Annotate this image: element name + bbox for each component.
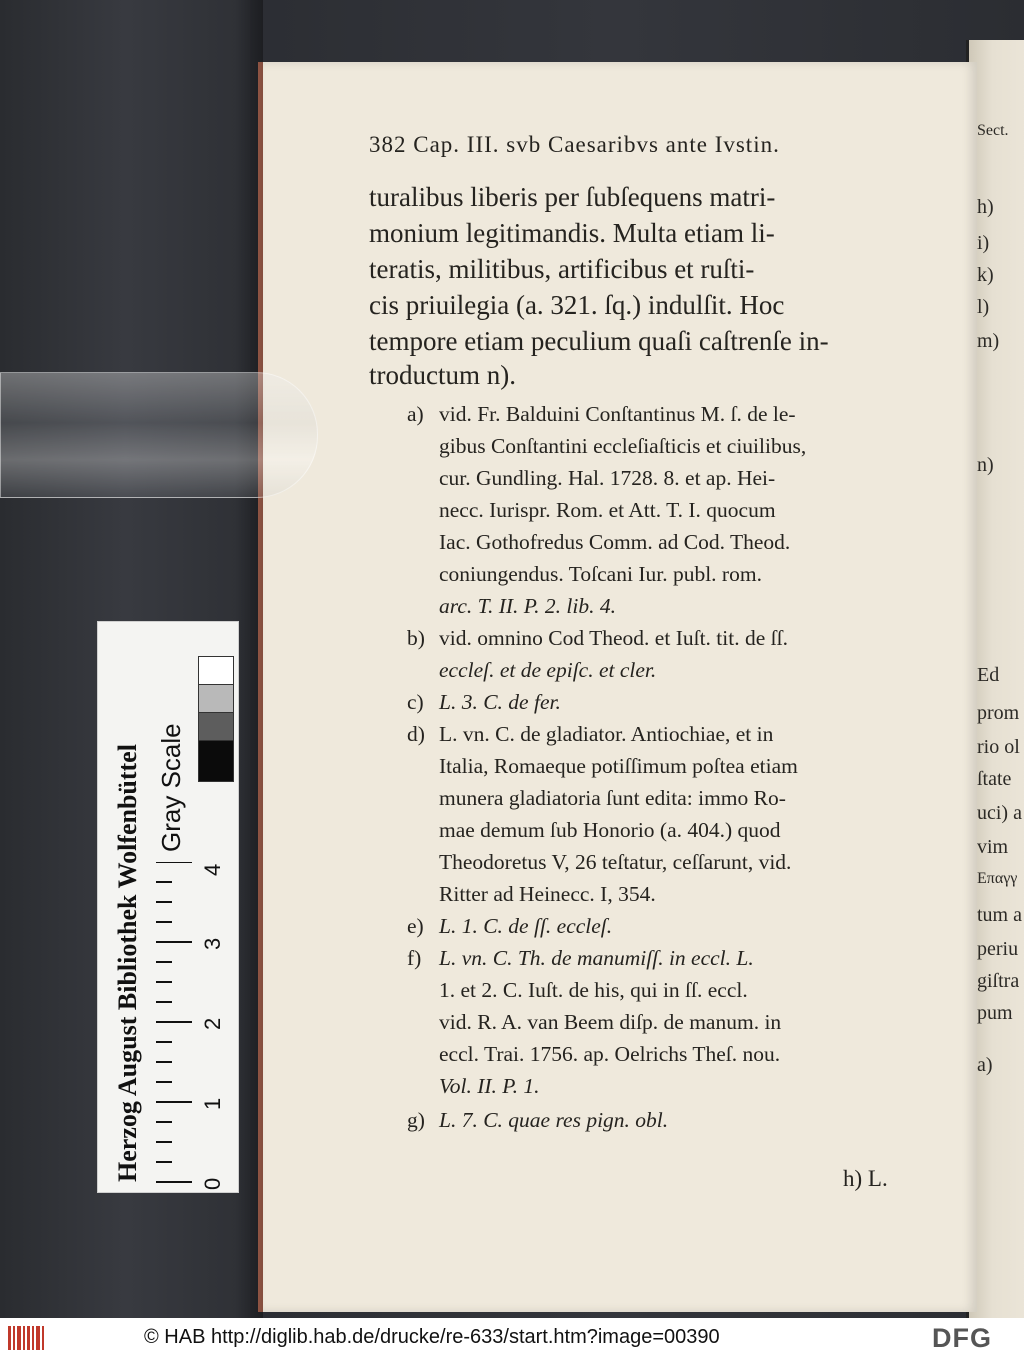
note-line: L. vn. C. Th. de manumiſſ. in eccl. L. (439, 946, 754, 970)
adjacent-line: l) (977, 296, 990, 318)
adjacent-line: Sect. (977, 122, 1009, 139)
note-line: coniungendus. Toſcani Iur. publ. rom. (439, 562, 762, 586)
gray-scale-ruler (97, 621, 239, 1193)
swatch-black (198, 740, 234, 782)
swatch-dark-gray (198, 712, 234, 742)
tick-3: 3 (200, 937, 225, 950)
adjacent-line: pum (977, 1002, 1013, 1024)
adjacent-line: periu (977, 938, 1019, 960)
adjacent-line: m) (977, 330, 1000, 352)
note-label: b) (407, 626, 425, 650)
tick-0: 0 (200, 1177, 225, 1190)
svg-text:Herzog August Bibliothek Wolfe: Herzog August Bibliothek Wolfenbüttel (113, 744, 142, 1182)
adjacent-line: a) (977, 1054, 993, 1076)
note-line: L. 7. C. quae res pign. obl. (439, 1108, 669, 1132)
gray-scale-label (150, 662, 190, 862)
adjacent-line: giſtra (977, 970, 1020, 992)
note-line: gibus Conſtantini eccleſiaſticis et ciuilibus, (439, 434, 807, 458)
adjacent-line: k) (977, 264, 994, 286)
adjacent-line: prom (977, 702, 1020, 724)
note-line: Ritter ad Heinecc. I, 354. (439, 882, 656, 906)
body-line: turalibus liberis per ſubſequens matri- (369, 182, 776, 212)
note-label: g) (407, 1108, 425, 1132)
note-line: cur. Gundling. Hal. 1728. 8. et ap. Hei- (439, 466, 776, 490)
adjacent-line: Ed (977, 664, 1000, 686)
note-line: necc. Iurispr. Rom. et Att. T. I. quocum (439, 498, 776, 522)
note-label: f) (407, 946, 422, 970)
institution-label (106, 622, 146, 1192)
note-label: c) (407, 690, 424, 714)
swatch-white (198, 656, 234, 686)
note-line: L. 3. C. de fer. (439, 690, 561, 714)
svg-text:Gray Scale: Gray Scale (156, 723, 186, 852)
note-line: Theodoretus V, 26 teſtatur, ceſſarunt, vid. (439, 850, 792, 874)
note-line: arc. T. II. P. 2. lib. 4. (439, 594, 616, 618)
tick-4: 4 (200, 863, 225, 876)
gutter-shadow (235, 0, 263, 1318)
book-page (258, 62, 977, 1312)
note-label: a) (407, 402, 424, 426)
note-line: eccleſ. et de epiſc. et cler. (439, 658, 657, 682)
adjacent-line: ſtate (977, 768, 1012, 790)
adjacent-line: vim (977, 836, 1009, 858)
adjacent-line: i) (977, 232, 990, 254)
note-line: eccl. Trai. 1756. ap. Oelrichs Theſ. nou. (439, 1042, 781, 1066)
swatch-light-gray (198, 684, 234, 714)
centimeter-ruler (152, 862, 236, 1192)
note-line: Italia, Romaeque potiſſimum poſtea etiam (439, 754, 798, 778)
note-line: 1. et 2. C. Iuſt. de his, qui in ſſ. eccl. (439, 978, 748, 1002)
note-line: vid. omnino Cod Theod. et Iuſt. tit. de ſſ. (439, 626, 788, 650)
note-line: Iac. Gothofredus Comm. ad Cod. Theod. (439, 530, 791, 554)
adjacent-line: rio ol (977, 736, 1020, 758)
dfg-logo: DFG (932, 1323, 992, 1353)
running-header: 382 Cap. III. svb Caesaribvs ante Ivstin. (369, 132, 780, 157)
barcode-icon (8, 1326, 46, 1350)
note-line: L. 1. C. de ſſ. eccleſ. (439, 914, 613, 938)
note-label: d) (407, 722, 425, 746)
body-line: tempore etiam peculium quaſi caſtrenſe in- (369, 326, 829, 356)
note-line: Vol. II. P. 1. (439, 1074, 540, 1098)
adjacent-line: h) (977, 196, 994, 218)
note-label: e) (407, 914, 424, 938)
body-line: cis priuilegia (a. 321. ſq.) indulſit. Hoc (369, 290, 785, 320)
body-line: troductum n). (369, 360, 516, 390)
tick-1: 1 (200, 1097, 225, 1110)
adjacent-line: Επαγγ (977, 870, 1018, 887)
note-line: munera gladiatoria ſunt edita: immo Ro- (439, 786, 786, 810)
catchword: h) L. (843, 1166, 888, 1191)
tick-2: 2 (200, 1017, 225, 1030)
adjacent-line: uci) a (977, 802, 1022, 824)
note-line: vid. Fr. Balduini Conſtantinus M. ſ. de le- (439, 402, 796, 426)
viewer-footer (0, 1318, 1024, 1357)
note-line: L. vn. C. de gladiator. Antiochiae, et in (439, 722, 774, 746)
glass-page-holder (0, 372, 318, 498)
adjacent-line: n) (977, 454, 994, 476)
body-line: teratis, militibus, artificibus et ruſti- (369, 254, 755, 284)
note-line: mae demum ſub Honorio (a. 404.) quod (439, 818, 781, 842)
adjacent-line: tum a (977, 904, 1022, 926)
note-line: vid. R. A. van Beem diſp. de manum. in (439, 1010, 782, 1034)
body-line: monium legitimandis. Multa etiam li- (369, 218, 775, 248)
copyright-link[interactable]: © HAB http://diglib.hab.de/drucke/re-633/start.htm?image=00390 (144, 1326, 720, 1348)
